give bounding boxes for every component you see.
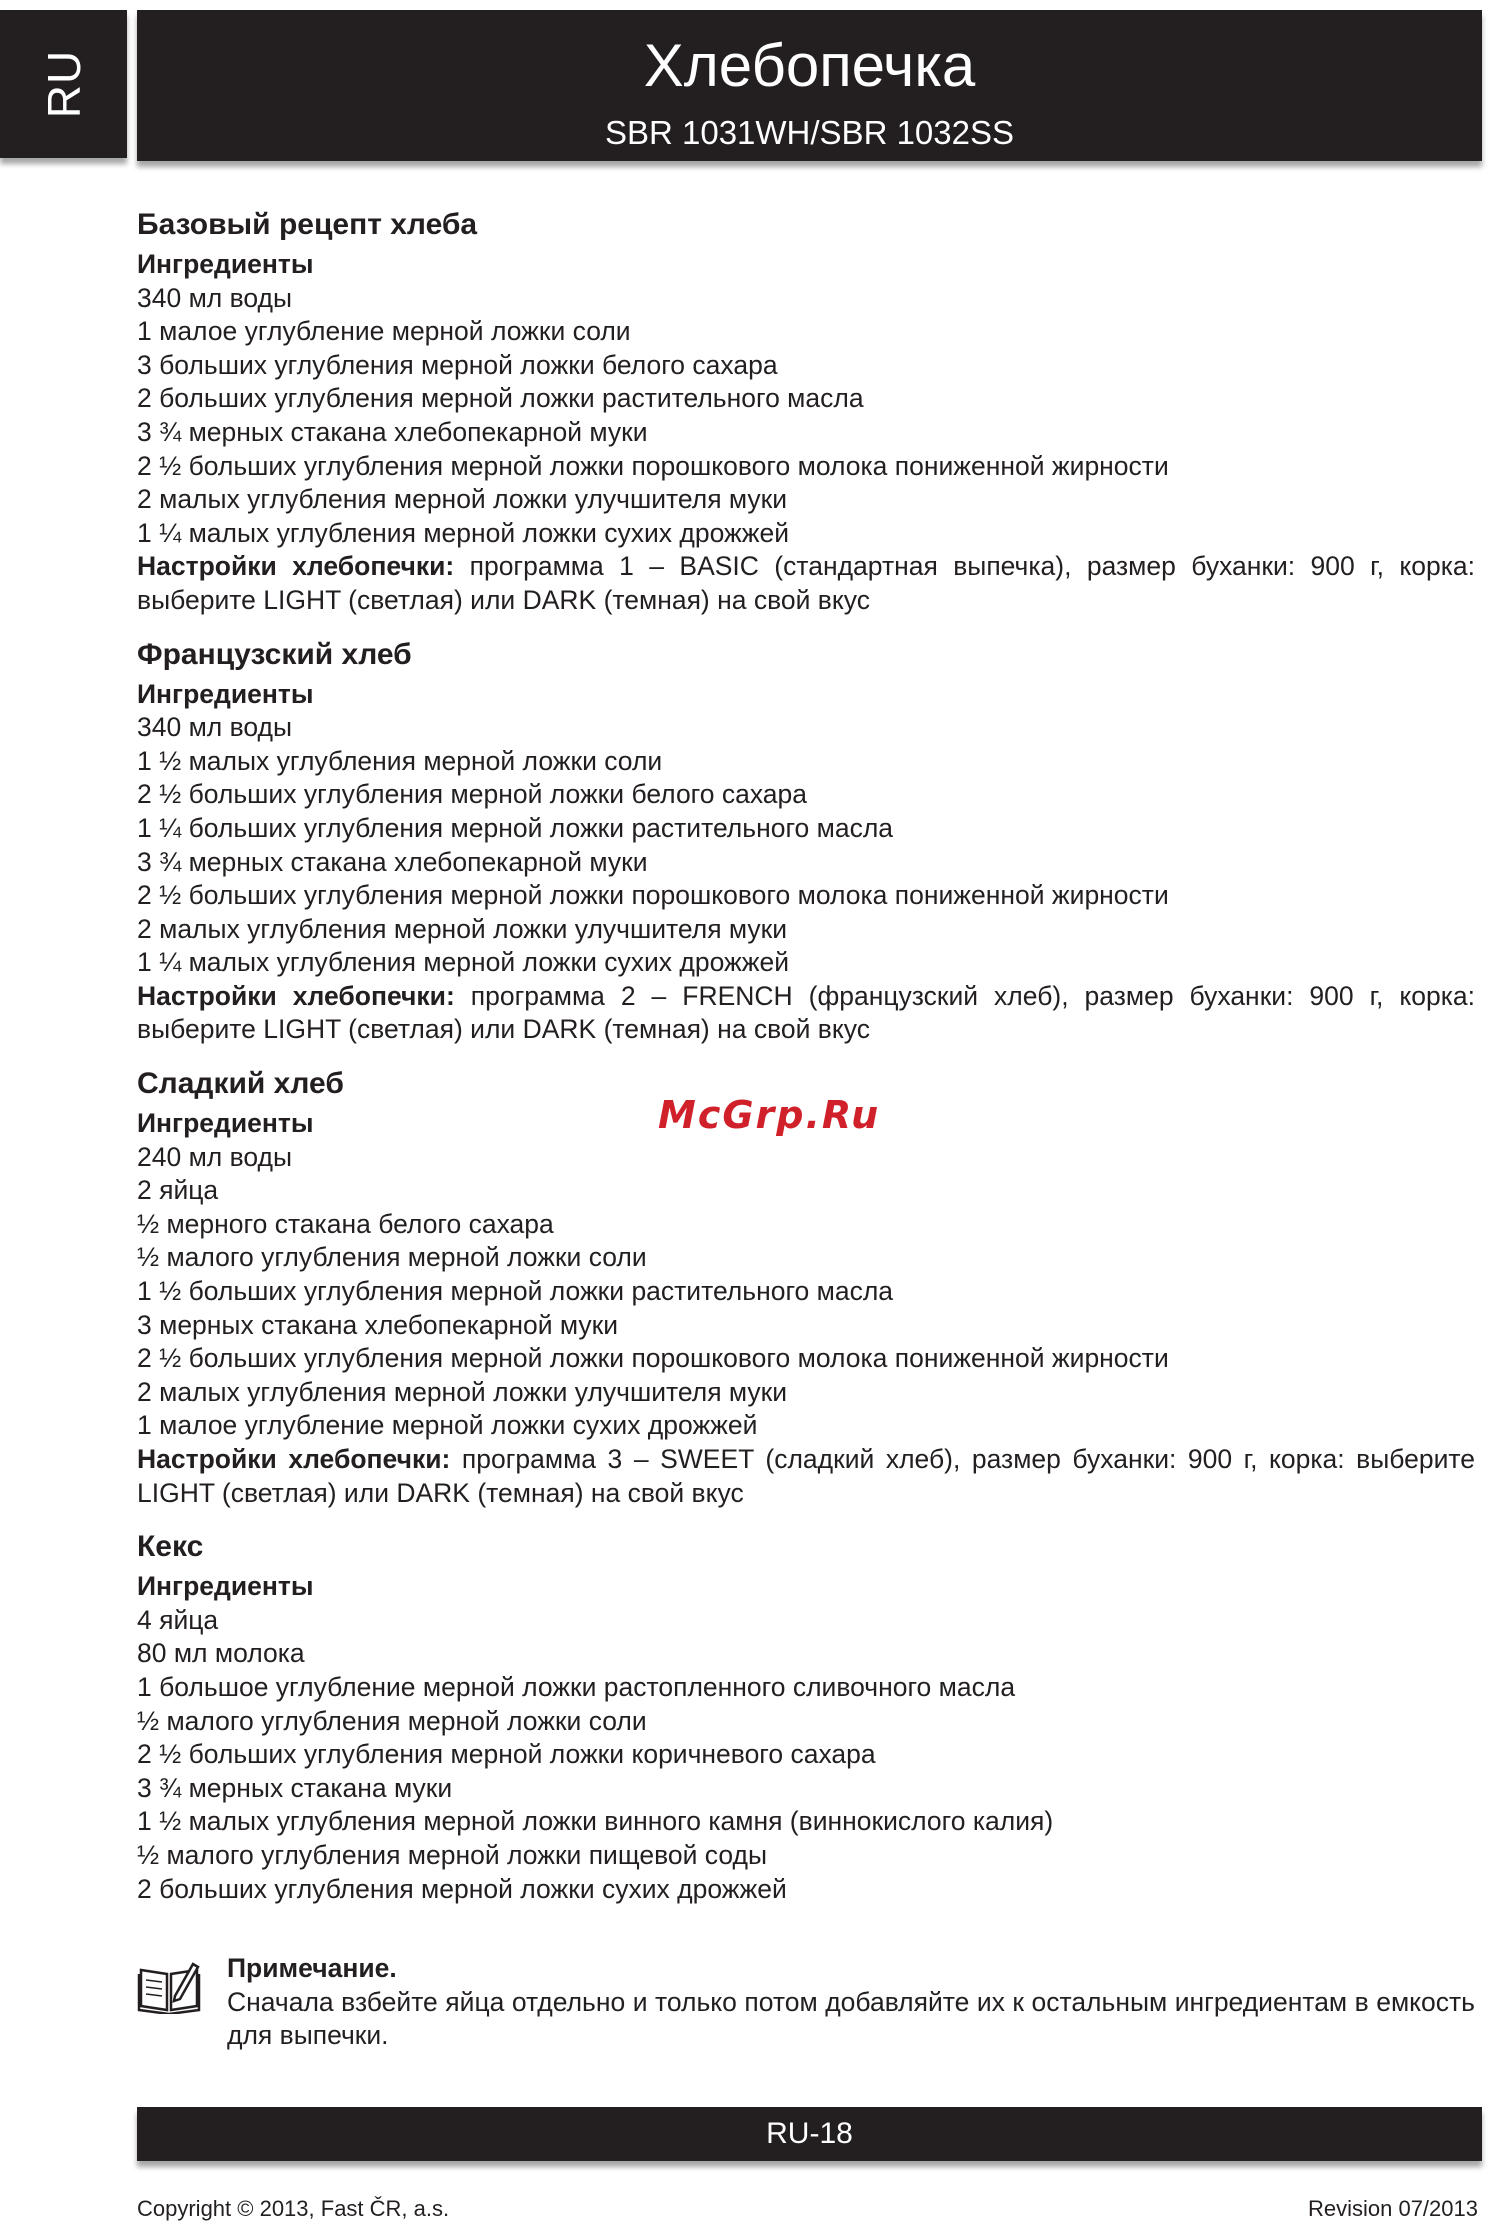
language-tab (0, 10, 127, 158)
ingredient-item: 340 мл воды (137, 282, 293, 313)
ingredient-item: 1 ½ малых углубления мерной ложки соли (137, 745, 663, 776)
note-book-icon (137, 1958, 201, 2014)
watermark: McGrp.Ru (658, 1093, 881, 1137)
ingredient-item: 2 больших углубления мерной ложки растительного масла (137, 383, 864, 414)
ingredient-item: 2 ½ больших углубления мерной ложки белого сахара (137, 779, 808, 810)
ingredient-item: 4 яйца (137, 1604, 219, 1635)
ingredient-item: 3 ¾ мерных стакана хлебопекарной муки (137, 416, 648, 447)
recipe-section (137, 637, 1475, 1048)
ingredient-item: 2 ½ больших углубления мерной ложки порошкового молока пониженной жирности (137, 1343, 1169, 1374)
ingredients-heading: Ингредиенты (137, 249, 314, 279)
copyright: Copyright © 2013, Fast ČR, a.s. (137, 2196, 450, 2221)
ingredient-list (137, 1604, 1475, 1906)
ingredient-item: ½ мерного стакана белого сахара (137, 1208, 554, 1239)
settings-label: Настройки хлебопечки: (137, 980, 455, 1011)
ingredient-item: 2 малых углубления мерной ложки улучшителя муки (137, 913, 788, 944)
model-number: SBR 1031WH/SBR 1032SS (604, 114, 1015, 151)
ingredient-list (137, 711, 1475, 980)
settings-text: программа 2 – FRENCH (французский хлеб), размер буханки: 900 г, корка: выберите LIGHT (светлая) или DARK (темная) на свой вкус (137, 980, 1475, 1045)
note-text (227, 1952, 1475, 2053)
settings-text: программа 3 – SWEET (сладкий хлеб), размер буханки: 900 г, корка: выберите LIGHT (светлая) или DARK (темная) на свой вкус (137, 1444, 1475, 1508)
ingredient-item: 1 малое углубление мерной ложки соли (137, 316, 631, 347)
recipe-section (137, 207, 1475, 618)
note-title: Примечание. (227, 1953, 397, 1983)
recipe-title: Базовый рецепт хлеба (137, 208, 478, 241)
ingredient-item: 1 ¼ малых углубления мерной ложки сухих дрожжей (137, 947, 790, 978)
ingredient-item: 1 ½ больших углубления мерной ложки растительного масла (137, 1276, 894, 1307)
ingredient-item: 1 ¼ больших углубления мерной ложки растительного масла (137, 812, 894, 843)
ingredient-item: 2 малых углубления мерной ложки улучшителя муки (137, 484, 788, 515)
settings-label: Настройки хлебопечки: (137, 1444, 451, 1474)
ingredient-item: 2 малых углубления мерной ложки улучшителя муки (137, 1376, 788, 1407)
ingredient-item: ½ малого углубления мерной ложки соли (137, 1705, 647, 1736)
ingredient-item: 3 мерных стакана хлебопекарной муки (137, 1309, 619, 1340)
ingredient-item: 2 больших углубления мерной ложки сухих дрожжей (137, 1873, 787, 1904)
settings-text: программа 1 – BASIC (стандартная выпечка), размер буханки: 900 г, корка: выберите LIGHT (светлая) или DARK (темная) на свой вкус (137, 551, 1475, 615)
ingredient-item: ½ малого углубления мерной ложки пищевой соды (137, 1839, 767, 1870)
ingredient-item: 240 мл воды (137, 1141, 293, 1172)
recipe-title: Сладкий хлеб (137, 1067, 344, 1101)
ingredients-heading: Ингредиенты (137, 678, 314, 709)
bread-maker-settings (137, 550, 1475, 617)
ingredient-item: 1 ¼ малых углубления мерной ложки сухих дрожжей (137, 517, 790, 548)
recipe-title: Французский хлеб (137, 637, 412, 671)
ingredient-list (137, 1141, 1475, 1443)
ingredient-item: 1 ½ малых углубления мерной ложки винного камня (виннокислого калия) (137, 1806, 1054, 1837)
ingredient-item: ½ малого углубления мерной ложки соли (137, 1242, 647, 1273)
language-label: RU (37, 49, 90, 119)
ingredient-list (137, 282, 1475, 551)
ingredient-item: 3 ¾ мерных стакана хлебопекарной муки (137, 846, 648, 877)
ingredient-item: 1 малое углубление мерной ложки сухих дрожжей (137, 1410, 758, 1441)
bread-maker-settings (137, 980, 1475, 1047)
ingredient-item: 3 ¾ мерных стакана муки (137, 1772, 453, 1803)
document-title: Хлебопечка (643, 32, 976, 99)
note-block (137, 1952, 1475, 2053)
ingredients-heading: Ингредиенты (137, 1571, 314, 1602)
settings-label: Настройки хлебопечки: (137, 551, 455, 582)
revision: Revision 07/2013 (1307, 2196, 1478, 2221)
footer-bar (137, 2107, 1482, 2161)
recipe-title: Кекс (137, 1530, 204, 1564)
ingredient-item: 2 ½ больших углубления мерной ложки порошкового молока пониженной жирности (137, 450, 1169, 481)
ingredient-item: 2 ½ больших углубления мерной ложки порошкового молока пониженной жирности (137, 880, 1169, 911)
ingredient-item: 2 яйца (137, 1175, 219, 1206)
bread-maker-settings (137, 1443, 1475, 1510)
recipe-section (137, 1529, 1475, 1906)
header-bar (137, 10, 1482, 161)
page-number: RU-18 (766, 2117, 853, 2150)
ingredient-item: 1 большое углубление мерной ложки растопленного сливочного масла (137, 1671, 1016, 1702)
ingredient-item: 3 больших углубления мерной ложки белого сахара (137, 349, 778, 380)
ingredients-heading: Ингредиенты (137, 1108, 314, 1139)
ingredient-item: 340 мл воды (137, 712, 293, 743)
ingredient-item: 2 ½ больших углубления мерной ложки коричневого сахара (137, 1739, 876, 1770)
note-body: Сначала взбейте яйца отдельно и только потом добавляйте их к остальным ингредиентам в емкость для выпечки. (227, 1986, 1475, 2051)
recipe-content (137, 207, 1475, 1925)
ingredient-item: 80 мл молока (137, 1638, 305, 1669)
